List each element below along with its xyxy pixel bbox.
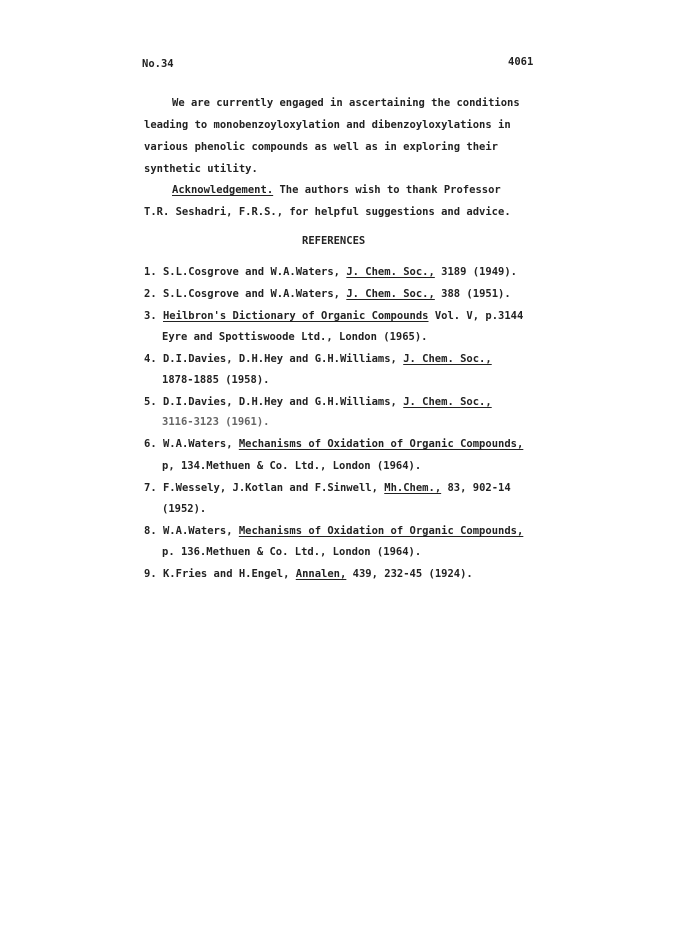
ref-details: 83, 902-14 bbox=[441, 482, 511, 494]
ref-source: Annalen, bbox=[295, 568, 347, 580]
ref-number: 4. bbox=[144, 353, 157, 365]
ref-source: J. Chem. Soc., bbox=[346, 266, 435, 278]
reference-continuation: p. 136.Methuen & Co. Ltd., London (1964). bbox=[162, 546, 422, 558]
ack-line1-rest: The authors wish to thank Professor bbox=[273, 184, 501, 196]
reference-item bbox=[144, 353, 492, 365]
ref-details: Vol. V, p.3144 bbox=[428, 310, 524, 322]
ref-source: Heilbron's Dictionary of Organic Compounds bbox=[162, 310, 429, 322]
ref-number: 3. bbox=[144, 310, 157, 322]
reference-item bbox=[144, 266, 517, 278]
ref-authors: W.A.Waters, bbox=[162, 438, 239, 450]
reference-item bbox=[144, 396, 492, 408]
ref-authors: K.Fries and H.Engel, bbox=[162, 568, 296, 580]
ref-source: J. Chem. Soc., bbox=[403, 353, 492, 365]
journal-number: No.34 bbox=[142, 58, 174, 70]
reference-item bbox=[144, 438, 523, 450]
ref-details: 439, 232-45 (1924). bbox=[346, 568, 473, 580]
reference-item bbox=[144, 525, 523, 537]
ack-heading: Acknowledgement. bbox=[172, 184, 274, 196]
ref-source: J. Chem. Soc., bbox=[346, 288, 435, 300]
ref-number: 2. bbox=[144, 288, 157, 300]
ref-number: 7. bbox=[144, 482, 157, 494]
reference-continuation: (1952). bbox=[162, 503, 207, 515]
reference-continuation: p, 134.Methuen & Co. Ltd., London (1964). bbox=[162, 460, 422, 472]
ref-details: 3189 (1949). bbox=[434, 266, 518, 278]
ref-source: Mh.Chem., bbox=[384, 482, 442, 494]
reference-item bbox=[144, 288, 511, 300]
para1-line-1: We are currently engaged in ascertaining the conditions bbox=[172, 97, 520, 109]
ref-source: Mechanisms of Oxidation of Organic Compounds, bbox=[238, 525, 524, 537]
ref-details: 388 (1951). bbox=[434, 288, 511, 300]
ref-authors: F.Wessely, J.Kotlan and F.Sinwell, bbox=[162, 482, 385, 494]
reference-item bbox=[144, 568, 473, 580]
ref-number: 5. bbox=[144, 396, 157, 408]
ref-source: Mechanisms of Oxidation of Organic Compounds, bbox=[238, 438, 524, 450]
ref-source: J. Chem. Soc., bbox=[403, 396, 492, 408]
ref-authors: D.I.Davies, D.H.Hey and G.H.Williams, bbox=[162, 396, 404, 408]
ref-number: 6. bbox=[144, 438, 157, 450]
reference-continuation: 1878-1885 (1958). bbox=[162, 374, 270, 386]
reference-item bbox=[144, 310, 523, 322]
ref-number: 8. bbox=[144, 525, 157, 537]
ref-authors: W.A.Waters, bbox=[162, 525, 239, 537]
reference-continuation: Eyre and Spottiswoode Ltd., London (1965). bbox=[162, 331, 428, 343]
reference-item bbox=[144, 482, 511, 494]
para1-line-4: synthetic utility. bbox=[144, 163, 258, 175]
references-heading: REFERENCES bbox=[302, 235, 366, 247]
ack-line-1 bbox=[172, 184, 501, 196]
ref-number: 9. bbox=[144, 568, 157, 580]
para1-line-2: leading to monobenzoyloxylation and dibenzoyloxylations in bbox=[144, 119, 511, 131]
ack-line-2: T.R. Seshadri, F.R.S., for helpful suggestions and advice. bbox=[144, 206, 511, 218]
ref-authors: D.I.Davies, D.H.Hey and G.H.Williams, bbox=[162, 353, 404, 365]
ref-number: 1. bbox=[144, 266, 157, 278]
reference-continuation: 3116-3123 (1961). bbox=[162, 416, 270, 428]
ref-authors: S.L.Cosgrove and W.A.Waters, bbox=[162, 266, 347, 278]
ref-authors: S.L.Cosgrove and W.A.Waters, bbox=[162, 288, 347, 300]
page-number: 4061 bbox=[508, 56, 534, 68]
para1-line-3: various phenolic compounds as well as in exploring their bbox=[144, 141, 499, 153]
